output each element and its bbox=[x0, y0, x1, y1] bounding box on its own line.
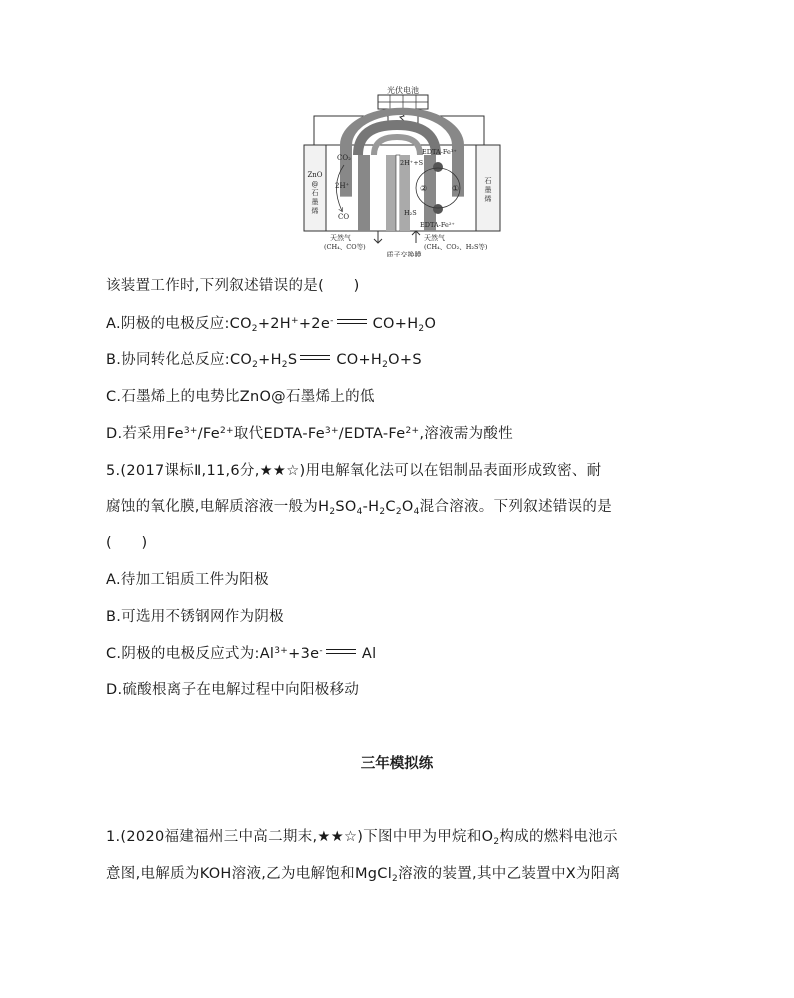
u-tube-membrane bbox=[346, 111, 458, 231]
svg-text:墨: 墨 bbox=[484, 186, 492, 194]
svg-text:@: @ bbox=[311, 180, 319, 188]
circle-2-label: ② bbox=[420, 184, 428, 193]
equals-sign-icon bbox=[326, 649, 356, 654]
arrow-down-icon bbox=[374, 231, 382, 243]
membrane-label: 质子交换膜 bbox=[386, 251, 422, 257]
right-electrode-label: 石 bbox=[484, 177, 492, 185]
gas-right-label: 天然气 bbox=[424, 234, 445, 242]
solar-cell-label: 光伏电池 bbox=[387, 86, 419, 95]
svg-text:烯: 烯 bbox=[311, 207, 319, 215]
h-s-label: 2H⁺+S bbox=[400, 159, 424, 167]
co2-label: CO₂ bbox=[337, 154, 351, 162]
circle-1-label: ① bbox=[452, 184, 460, 193]
svg-text:烯: 烯 bbox=[484, 195, 492, 203]
equals-sign-icon bbox=[300, 355, 330, 360]
svg-text:石: 石 bbox=[311, 189, 319, 197]
q4-option-a: A.阴极的电极反应$:CO_2+2H^++2e^-$ $CO+H_2O$ bbox=[106, 316, 437, 334]
co-label: CO bbox=[338, 213, 350, 221]
edta-fe3-label: EDTA-Fe³⁺ bbox=[422, 148, 457, 156]
gas-right-composition: (CH₄、CO₂、H₂S等) bbox=[424, 243, 488, 251]
arrow-up-icon bbox=[412, 231, 420, 243]
hplus-label: 2H⁺ bbox=[335, 182, 350, 190]
h2s-label: H₂S bbox=[404, 209, 417, 217]
gas-left-label: 天然气 bbox=[330, 234, 351, 242]
q5-line-1: 5.(2017课标Ⅱ,11,6分,★★☆)用电解氧化法可以在铝制品表面形成致密、耐 bbox=[106, 463, 602, 479]
q5-line-2: 腐蚀的氧化膜,电解质溶液一般为$H_2SO_4-H_2C_2O_4$混合溶液。下列叙述错误的是 bbox=[106, 499, 612, 517]
q4-stem: 该装置工作时,下列叙述错误的是( ) bbox=[106, 278, 360, 294]
q5-option-c: C.阴极的电极反应式为$:Al^{3+}+3e^-$ Al bbox=[106, 646, 377, 662]
q5-option-a: A.待加工铝质工件为阳极 bbox=[106, 572, 269, 588]
q1-line-1: 1.(2020福建福州三中高二期末,★★☆)下图中甲为甲烷和$O_2$构成的燃料电池示 bbox=[106, 829, 618, 847]
equals-sign-icon bbox=[337, 319, 367, 324]
q1-line-2: 意图,电解质为KOH溶液,乙为电解饱和MgCl$_2$溶液的装置,其中乙装置中X为阳离 bbox=[106, 866, 621, 884]
svg-text:墨: 墨 bbox=[311, 198, 319, 206]
q5-option-d: D.硫酸根离子在电解过程中向阳极移动 bbox=[106, 682, 360, 698]
q4-option-b: B.协同转化总反应$:CO_2+H_2S$ $CO+H_2O+S$ bbox=[106, 352, 422, 370]
q5-line-3: ( ) bbox=[106, 535, 148, 551]
gas-left-composition: (CH₄、CO等) bbox=[324, 243, 366, 251]
electrolysis-device-figure bbox=[300, 85, 508, 257]
edta-fe2-label: EDTA-Fe²⁺ bbox=[420, 221, 455, 229]
q4-option-d: D.若采用$Fe^{3+}/Fe^{2+}$取代EDTA-$Fe^{3+}/EDTA-Fe^{2+}$,溶液需为酸性 bbox=[106, 426, 514, 442]
q4-option-c: C.石墨烯上的电势比ZnO@石墨烯上的低 bbox=[106, 389, 375, 405]
left-electrode-label: ZnO bbox=[307, 171, 323, 179]
q5-option-b: B.可选用不锈钢网作为阴极 bbox=[106, 609, 284, 625]
section-title: 三年模拟练 bbox=[360, 756, 434, 772]
left-electrode bbox=[304, 145, 326, 231]
